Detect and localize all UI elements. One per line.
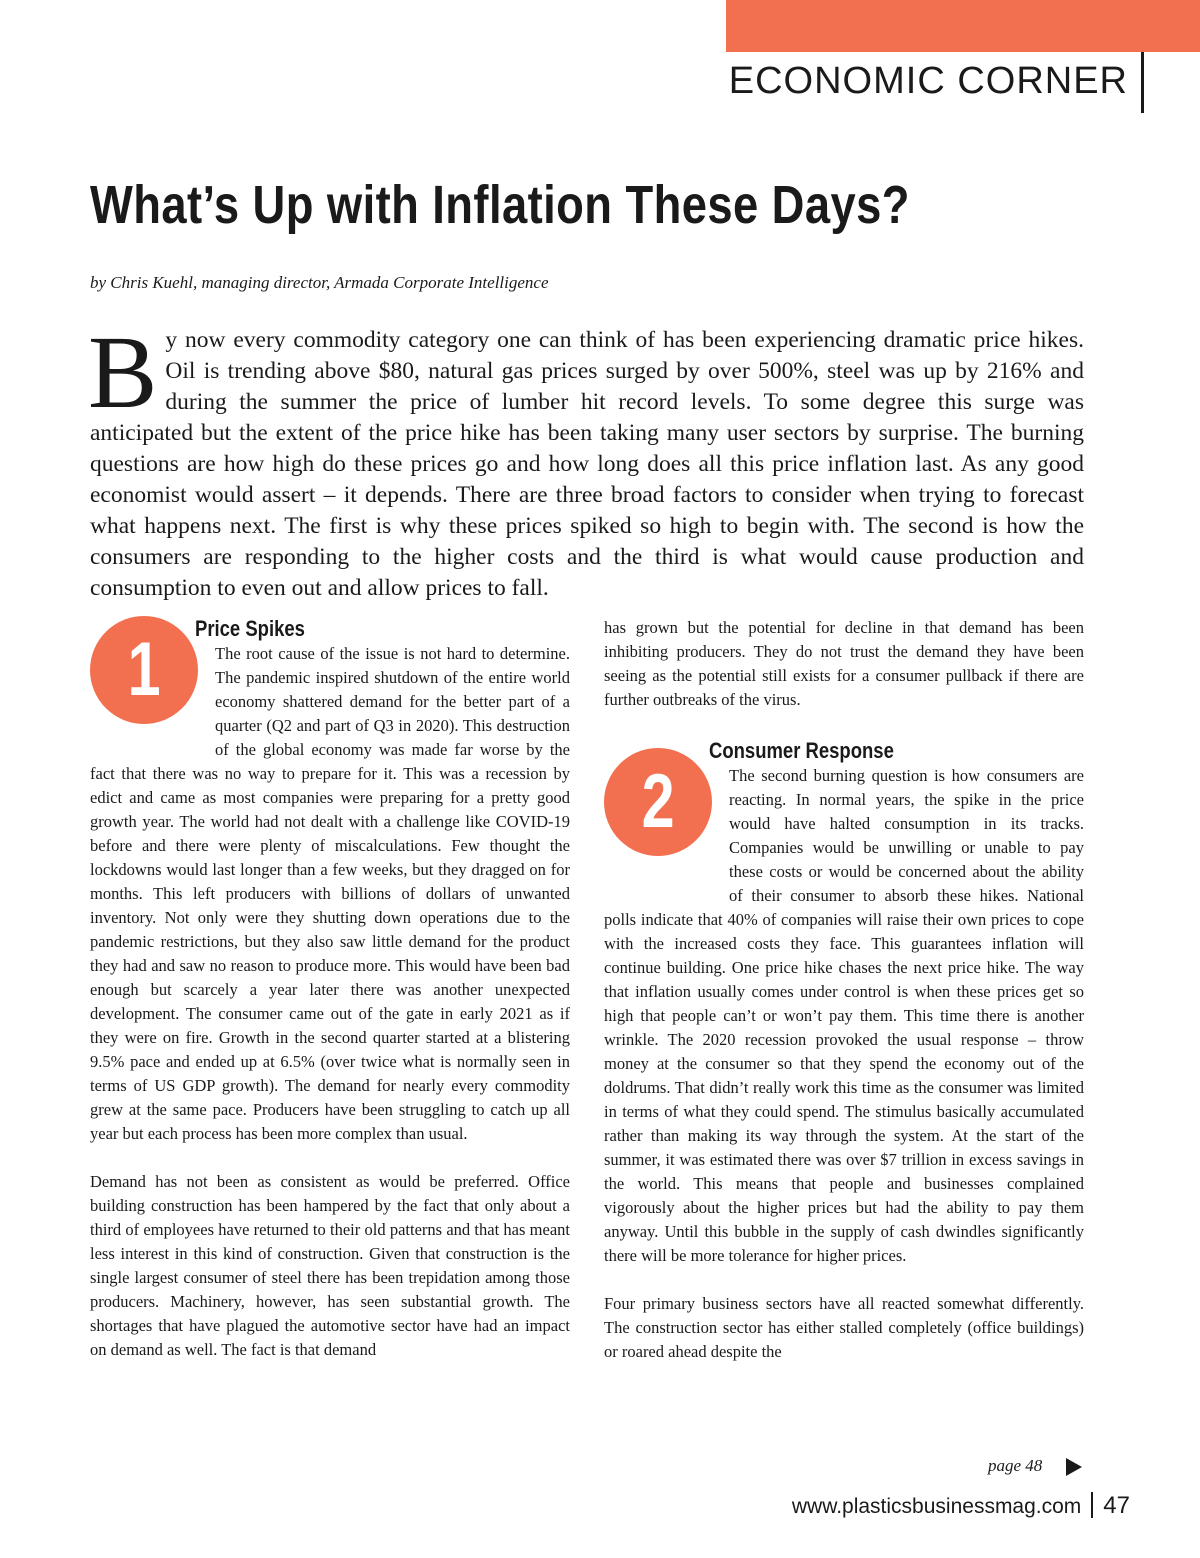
header-divider xyxy=(1141,52,1144,113)
footer-divider xyxy=(1091,1492,1093,1518)
article-intro xyxy=(88,315,1084,604)
header-accent-bar xyxy=(726,0,1200,52)
page-footer xyxy=(700,1492,1130,1521)
article-title: What’s Up with Inflation These Days? xyxy=(90,175,910,235)
section-2-badge xyxy=(604,748,729,888)
number-two-icon: 2 xyxy=(604,748,712,856)
section-title: ECONOMIC CORNER xyxy=(728,60,1128,102)
arrow-right-icon xyxy=(1066,1458,1082,1476)
section-1-heading: Price Spikes xyxy=(195,616,305,641)
section-1-paragraph: has grown but the potential for decline in that demand has been inhibiting producers. They do not trust the demand they have been seeing as the potential still exists for a consumer pullback if there are further outbreaks of the virus. xyxy=(604,618,1084,709)
section-1-paragraph: Demand has not been as consistent as would be preferred. Office building construction has been hampered by the fact that only about a third of employees have returned to their old patterns and that has meant less interest in this kind of construction. Given that construction is the single largest consumer of steel there has been trepidation among those producers. Machinery, however, has seen substantial growth. The shortages that have plagued the automotive sector have had an impact on demand as well. The fact is that demand xyxy=(90,1172,570,1359)
article-byline: by Chris Kuehl, managing director, Armada Corporate Intelligence xyxy=(90,273,549,292)
number-one-icon: 1 xyxy=(90,616,198,724)
page-number: 47 xyxy=(1103,1492,1130,1519)
drop-cap: B xyxy=(88,315,158,430)
website-url: www.plasticsbusinessmag.com xyxy=(791,1495,1082,1518)
intro-text: y now every commodity category one can think of has been experiencing dramatic price hikes. Oil is trending above $80, natural gas prices surged by over 500%, steel was up by 216% and during the summer the price of lumber hit record levels. To some degree this surge was anticipated but the extent of the price hike has been taking many user sectors by surprise. The burning questions are how high do these prices go and how long does all this price inflation last. As any good economist would assert – it depends. There are three broad factors to consider when trying to forecast what happens next. The first is why these prices spiked so high to begin with. The second is how the consumers are responding to the higher costs and the third is what would cause production and consumption to even out and allow prices to fall. xyxy=(90,327,1084,601)
section-2-heading: Consumer Response xyxy=(709,738,894,763)
continued-link[interactable]: page 48 xyxy=(988,1456,1043,1475)
section-2-paragraph: Four primary business sectors have all reacted somewhat differently. The construction sector has either stalled completely (office buildings) or roared ahead despite the xyxy=(604,1294,1084,1361)
section-2 xyxy=(604,738,1084,1364)
right-column xyxy=(604,616,1084,1364)
section-2-paragraph: The second burning question is how consumers are reacting. In normal years, the spike in the price would have halted consumption in its tracks. Companies would be unwilling or unable to pay these costs or would be concerned about the ability of their consumer to absorb these hikes. National polls indicate that 40% of companies will raise their own prices to cope with the increased costs they face. This guarantees inflation will continue building. One price hike chases the next price hike. The way that inflation usually comes under control is when these prices get so high that people can’t or won’t pay them. This time there is another wrinkle. The 2020 recession provoked the usual response – throw money at the consumer so that they spend the economy out of the doldrums. That didn’t really work this time as the consumer was limited in terms of what they could spend. The stimulus basically accumulated rather than making its way through the system. At the start of the summer, it was estimated there was over $7 trillion in excess savings in the world. This means that people and businesses complained vigorously about the higher prices but had the ability to pay them anyway. Until this bubble in the supply of cash dwindles significantly there will be more tolerance for higher prices. xyxy=(604,766,1084,1265)
section-1-paragraph: The root cause of the issue is not hard to determine. The pandemic inspired shutdown of the entire world economy shattered demand for the better part of a quarter (Q2 and part of Q3 in 2020). This destruction of the global economy was made far worse by the fact that there was no way to prepare for it. This was a recession by edict and came as most companies were preparing for a pretty good growth year. The world had not dealt with a challenge like COVID-19 before and there were plenty of miscalculations. Few thought the lockdowns would last longer than a few weeks, but they dragged on for months. This left producers with billions of dollars of unwanted inventory. Not only were they shutting down operations due to the pandemic restrictions, but they also saw little demand for the product they had and saw no reason to produce more. This would have been bad enough but scarcely a year later there was another unexpected development. The consumer came out of the gate in early 2021 as if they were on fire. Growth in the second quarter started at a blistering 9.5% pace and ended up at 6.5% (over twice what is normally seen in terms of US GDP growth). The demand for nearly every commodity grew at the same pace. Producers have been struggling to catch up all year but each process has been more complex than usual. xyxy=(90,644,570,1143)
left-column xyxy=(90,616,570,1362)
